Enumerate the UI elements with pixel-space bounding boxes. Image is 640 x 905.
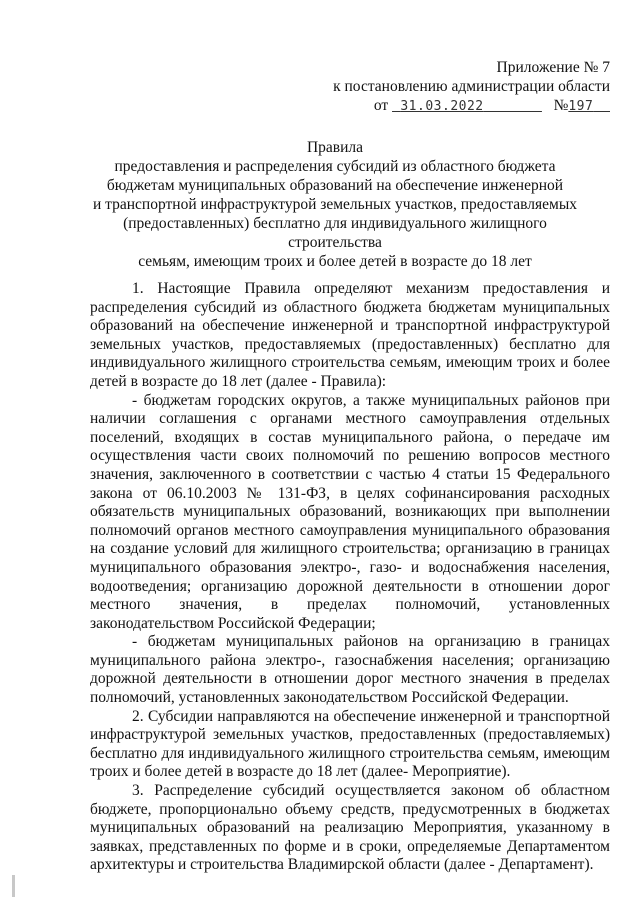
paragraph-1: 1. Настоящие Правила определяют механизм предоставления и распределения субсидий из областного бюджета бюджетам муниципальных образований на обеспечение инженерной и транспортной инфраструктурой земельных участков, предоставляемых (предоставленных) бесплатно для индивидуального жилищного строительства семьям, имеющим троих и более детей в возрасте до 18 лет (далее - Правила): (90, 280, 610, 390)
decree-date: 31.03.2022 (400, 99, 484, 114)
decree-reference: к постановлению администрации области (333, 78, 610, 95)
appendix-header (297, 58, 610, 116)
paragraph-2: 2. Субсидии направляются на обеспечение инженерной и транспортной инфраструктурой земельных участков, предоставленных (предоставляемых) бесплатно для индивидуального жилищного строительства семьям, имеющим троих и более детей в возрасте до 18 лет (далее- Мероприятие). (90, 707, 610, 781)
title-line: семьям, имеющим троих и более детей в возрасте до 18 лет (138, 253, 532, 270)
paragraph-1-item-2: - бюджетам муниципальных районов на организацию в границах муниципального района электро-, газоснабжения населения; организацию дорожной деятельности в отношении дорог местного значения в пределах полномочий, установленных законодательством Российской Федерации. (90, 633, 610, 707)
decree-number: 197 (568, 99, 594, 114)
title-line: бюджетам муниципальных образований на обеспечение инженерной (106, 177, 564, 194)
scan-artifact (12, 875, 15, 897)
paragraph-1-item-1: - бюджетам городских округов, а также муниципальных районов при наличии соглашения с органами местного самоуправления отдельных поселений, входящих в состав муниципального района, о передаче им осуществления части своих полномочий по решению вопросов местного значения, заключенного в соответствии с частью 4 статьи 15 Федерального закона от 06.10.2003 № 131-ФЗ, в целях софинансирования расходных обязательств муниципальных образований, возникающих при выполнении полномочий органов местного самоуправления муниципального образования на создание условий для жилищного строительства; организацию в границах муниципального образования электро-, газо- и водоснабжения населения, водоотведения; организацию дорожной деятельности в отношении дорог местного значения, в пределах полномочий, установленных законодательством Российской Федерации; (90, 391, 610, 632)
paragraph-3: 3. Распределение субсидий осуществляется законом об областном бюджете, пропорционально объему средств, предусмотренных в бюджетах муниципальных образований на реализацию Мероприятия, указанному в заявках, представленных по форме и в сроки, определяемые Департаментом архитектуры и строительства Владимирской области (далее - Департамент). (90, 782, 610, 874)
title-line: предоставления и распределения субсидий из областного бюджета (114, 158, 556, 175)
rules-body (90, 280, 610, 875)
number-prefix: № (553, 97, 569, 114)
decree-date-number (297, 96, 610, 116)
appendix-label: Приложение № 7 (496, 59, 610, 76)
title-word: Правила (306, 139, 364, 156)
title-line: и транспортной инфраструктурой земельных участков, предоставляемых (93, 196, 577, 213)
from-prefix: от (373, 97, 389, 114)
title-line: (предоставленных) бесплатно для индивидуального жилищного строительства (123, 215, 547, 251)
rules-title (80, 138, 590, 271)
